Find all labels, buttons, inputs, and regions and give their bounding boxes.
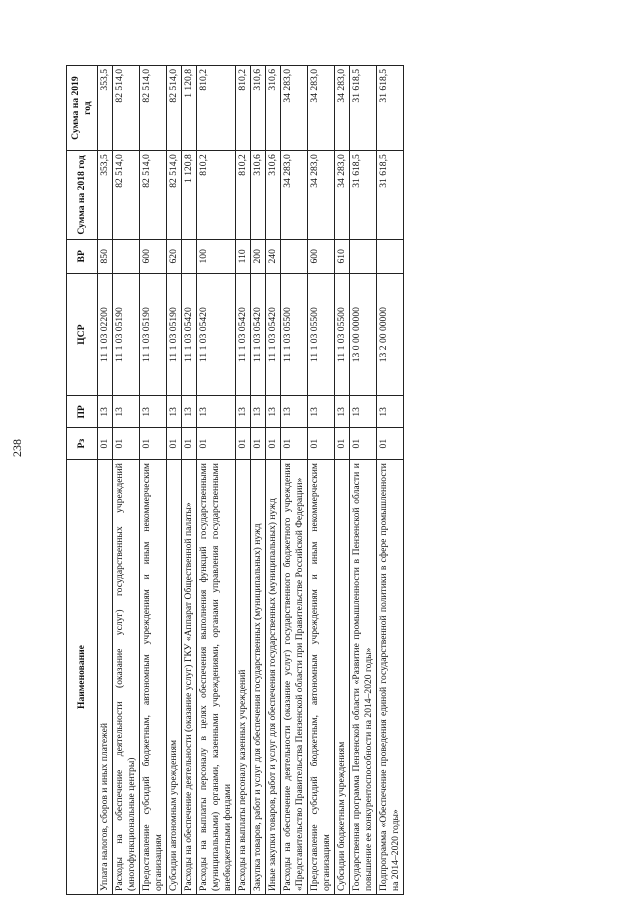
cell-vr: 610 — [335, 239, 350, 273]
table-row — [167, 66, 182, 895]
cell-vr: 200 — [251, 239, 266, 273]
header-csr: ЦСР — [67, 273, 98, 396]
header-sum-2018: Сумма на 2018 год — [67, 151, 98, 240]
cell-vr — [182, 239, 197, 273]
table-row — [251, 66, 266, 895]
cell-sum-2019: 31 618,5 — [350, 66, 377, 151]
cell-sum-2018: 31 618,5 — [350, 151, 377, 240]
cell-name: Субсидии бюджетным учреждениям — [335, 460, 350, 895]
cell-sum-2018: 310,6 — [266, 151, 281, 240]
cell-sum-2018: 34 283,0 — [281, 151, 308, 240]
cell-sum-2018: 82 514,0 — [113, 151, 140, 240]
cell-sum-2019: 34 283,0 — [281, 66, 308, 151]
cell-name: Субсидии автономным учреждениям — [167, 460, 182, 895]
cell-name: Расходы на обеспечение деятельности (оказание услуг) государственных учреждений (многофункциональные центры) — [113, 460, 140, 895]
table-row — [266, 66, 281, 895]
page-number: 238 — [10, 439, 24, 457]
cell-rz: 01 — [236, 428, 251, 460]
header-name: Наименование — [67, 460, 98, 895]
table-row — [236, 66, 251, 895]
cell-sum-2018: 810,2 — [236, 151, 251, 240]
table-row — [140, 66, 167, 895]
cell-sum-2018: 34 283,0 — [335, 151, 350, 240]
cell-rz: 01 — [167, 428, 182, 460]
cell-vr: 600 — [140, 239, 167, 273]
cell-csr: 13 0 00 00000 — [350, 273, 377, 396]
cell-vr — [113, 239, 140, 273]
header-pr: ПР — [67, 396, 98, 428]
table-row — [308, 66, 335, 895]
cell-sum-2019: 353,5 — [98, 66, 113, 151]
cell-sum-2019: 31 618,5 — [377, 66, 404, 151]
cell-sum-2018: 82 514,0 — [167, 151, 182, 240]
cell-csr: 11 1 03 05190 — [113, 273, 140, 396]
cell-pr: 13 — [98, 396, 113, 428]
cell-vr — [350, 239, 377, 273]
cell-pr: 13 — [308, 396, 335, 428]
table-row — [377, 66, 404, 895]
table-row — [281, 66, 308, 895]
cell-rz: 01 — [308, 428, 335, 460]
cell-sum-2019: 310,6 — [251, 66, 266, 151]
cell-rz: 01 — [266, 428, 281, 460]
cell-rz: 01 — [140, 428, 167, 460]
cell-name: Предоставление субсидий бюджетным, автономным учреждениям и иным некоммерческим организациям — [308, 460, 335, 895]
cell-pr: 13 — [350, 396, 377, 428]
cell-csr: 11 1 03 05420 — [182, 273, 197, 396]
cell-pr: 13 — [182, 396, 197, 428]
cell-csr: 11 1 03 05420 — [266, 273, 281, 396]
cell-pr: 13 — [377, 396, 404, 428]
cell-csr: 11 1 03 05420 — [197, 273, 236, 396]
cell-rz: 01 — [350, 428, 377, 460]
cell-sum-2019: 82 514,0 — [113, 66, 140, 151]
cell-sum-2018: 34 283,0 — [308, 151, 335, 240]
table-row — [182, 66, 197, 895]
cell-pr: 13 — [197, 396, 236, 428]
cell-csr: 11 1 03 05500 — [281, 273, 308, 396]
cell-rz: 01 — [335, 428, 350, 460]
cell-rz: 01 — [182, 428, 197, 460]
cell-vr — [377, 239, 404, 273]
cell-name: Расходы на выплаты персоналу казенных учреждений — [236, 460, 251, 895]
cell-sum-2019: 34 283,0 — [335, 66, 350, 151]
cell-rz: 01 — [281, 428, 308, 460]
cell-name: Расходы на выплаты персоналу в целях обеспечения выполнения функций государственными (муниципальными) органами, казенными учреждениями, органами управления государственными внебюджетными фондами — [197, 460, 236, 895]
header-sum-2019: Сумма на 2019 год — [67, 66, 98, 151]
cell-name: Расходы на обеспечение деятельности (оказание услуг) государственного бюджетного учреждения «Представительство Правительства Пензенской области при Правительстве Российской Федерации» — [281, 460, 308, 895]
cell-csr: 13 2 00 00000 — [377, 273, 404, 396]
cell-sum-2018: 353,5 — [98, 151, 113, 240]
cell-rz: 01 — [377, 428, 404, 460]
cell-vr: 850 — [98, 239, 113, 273]
table-row — [350, 66, 377, 895]
cell-name: Государственная программа Пензенской области «Развитие промышленности в Пензенской области и повышение ее конкурентоспособности на 2014–2020 годы» — [350, 460, 377, 895]
header-rz: Рз — [67, 428, 98, 460]
cell-sum-2018: 1 120,8 — [182, 151, 197, 240]
cell-pr: 13 — [236, 396, 251, 428]
cell-name: Уплата налогов, сборов и иных платежей — [98, 460, 113, 895]
cell-rz: 01 — [113, 428, 140, 460]
cell-csr: 11 1 03 02200 — [98, 273, 113, 396]
cell-pr: 13 — [113, 396, 140, 428]
cell-sum-2019: 810,2 — [197, 66, 236, 151]
cell-name: Подпрограмма «Обеспечение проведения единой государственной политики в сфере промышленности на 2014–2020 годы» — [377, 460, 404, 895]
cell-sum-2019: 34 283,0 — [308, 66, 335, 151]
cell-vr: 110 — [236, 239, 251, 273]
budget-table-container — [66, 65, 504, 895]
table-row — [113, 66, 140, 895]
cell-csr: 11 1 03 05420 — [236, 273, 251, 396]
cell-pr: 13 — [167, 396, 182, 428]
header-vr: ВР — [67, 239, 98, 273]
cell-sum-2019: 82 514,0 — [140, 66, 167, 151]
cell-sum-2018: 31 618,5 — [377, 151, 404, 240]
cell-sum-2018: 82 514,0 — [140, 151, 167, 240]
cell-pr: 13 — [251, 396, 266, 428]
cell-rz: 01 — [197, 428, 236, 460]
cell-sum-2019: 1 120,8 — [182, 66, 197, 151]
cell-vr: 100 — [197, 239, 236, 273]
cell-csr: 11 1 03 05500 — [308, 273, 335, 396]
budget-table — [66, 65, 404, 895]
cell-csr: 11 1 03 05500 — [335, 273, 350, 396]
cell-csr: 11 1 03 05420 — [251, 273, 266, 396]
cell-sum-2019: 82 514,0 — [167, 66, 182, 151]
cell-vr — [281, 239, 308, 273]
cell-name: Предоставление субсидий бюджетным, автономным учреждениям и иным некоммерческим организациям — [140, 460, 167, 895]
cell-vr: 240 — [266, 239, 281, 273]
cell-pr: 13 — [140, 396, 167, 428]
cell-sum-2019: 310,6 — [266, 66, 281, 151]
cell-name: Иные закупки товаров, работ и услуг для обеспечения государственных (муниципальных) нужд — [266, 460, 281, 895]
cell-sum-2018: 810,2 — [197, 151, 236, 240]
table-row — [197, 66, 236, 895]
cell-csr: 11 1 03 05190 — [167, 273, 182, 396]
cell-sum-2018: 310,6 — [251, 151, 266, 240]
cell-sum-2019: 810,2 — [236, 66, 251, 151]
cell-pr: 13 — [281, 396, 308, 428]
cell-name: Расходы на обеспечение деятельности (оказание услуг) ГКУ «Аппарат Общественной палаты» — [182, 460, 197, 895]
cell-rz: 01 — [98, 428, 113, 460]
cell-csr: 11 1 03 05190 — [140, 273, 167, 396]
cell-vr: 600 — [308, 239, 335, 273]
table-header-row — [67, 66, 98, 895]
table-row — [335, 66, 350, 895]
cell-name: Закупка товаров, работ и услуг для обеспечения государственных (муниципальных) нужд — [251, 460, 266, 895]
cell-pr: 13 — [335, 396, 350, 428]
cell-pr: 13 — [266, 396, 281, 428]
cell-vr: 620 — [167, 239, 182, 273]
cell-rz: 01 — [251, 428, 266, 460]
table-row — [98, 66, 113, 895]
